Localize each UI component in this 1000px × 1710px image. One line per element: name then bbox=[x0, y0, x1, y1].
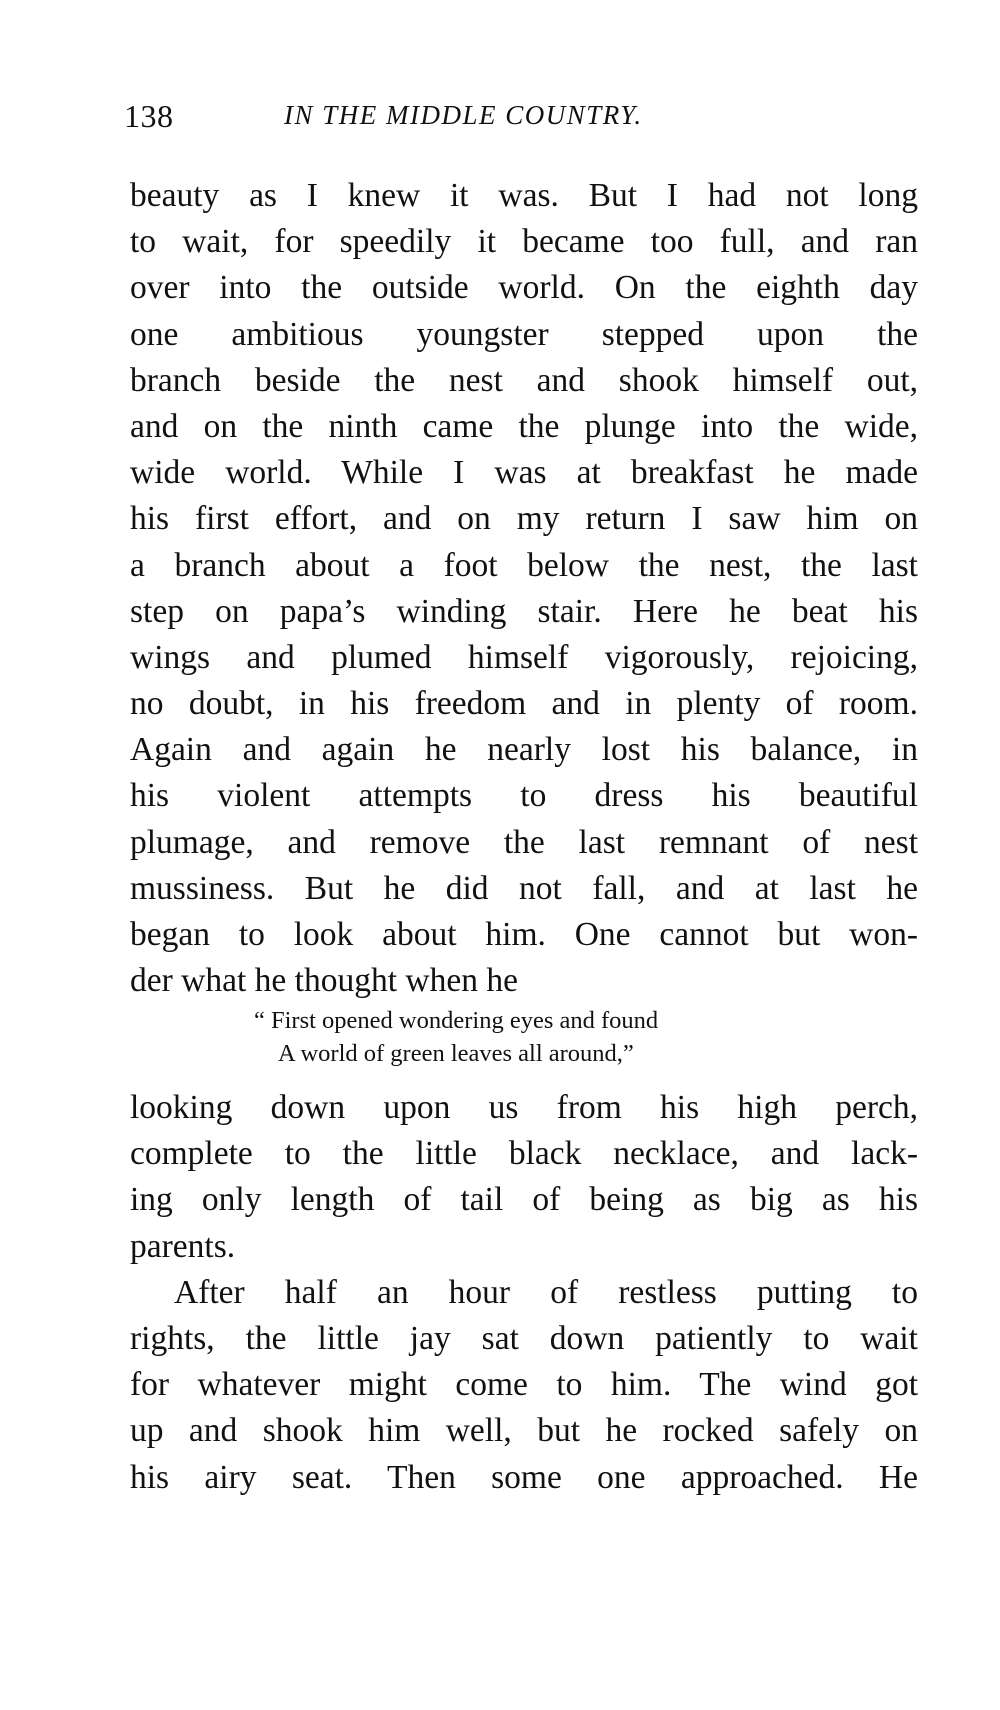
text-line: wings and plumed himself vigorously, rejoicing, bbox=[130, 638, 918, 676]
text-line: beauty as I knew it was. But I had not long bbox=[130, 177, 918, 214]
text-line: plumage, and remove the last remnant of nest bbox=[130, 823, 918, 861]
text-line: wide world. While I was at breakfast he made bbox=[130, 454, 918, 492]
text-line: to wait, for speedily it became too full, and ran bbox=[130, 223, 918, 261]
verse-quotation bbox=[254, 1004, 814, 1070]
text-line: over into the outside world. On the eighth day bbox=[130, 269, 918, 307]
text-line: complete to the little black necklace, and lack- bbox=[130, 1135, 918, 1173]
text-line: a branch about a foot below the nest, the last bbox=[130, 546, 918, 584]
text-line: and on the ninth came the plunge into the wide, bbox=[130, 407, 918, 445]
text-line: looking down upon us from his high perch, bbox=[130, 1089, 918, 1126]
text-line: mussiness. But he did not fall, and at last he bbox=[130, 869, 918, 907]
text-line: no doubt, in his freedom and in plenty of room. bbox=[130, 685, 918, 723]
page-header bbox=[124, 98, 924, 148]
running-head: IN THE MIDDLE COUNTRY. bbox=[284, 100, 643, 130]
paragraph-1 bbox=[130, 173, 918, 1004]
paragraph-3 bbox=[130, 1270, 918, 1501]
text-line: up and shook him well, but he rocked safely on bbox=[130, 1412, 918, 1450]
text-line: step on papa’s winding stair. Here he beat his bbox=[130, 592, 918, 630]
text-line: his airy seat. Then some one approached. He bbox=[130, 1458, 918, 1496]
text-line: his violent attempts to dress his beautiful bbox=[130, 777, 918, 815]
text-line: Again and again he nearly lost his balance, in bbox=[130, 731, 918, 769]
text-line: der what he thought when he bbox=[130, 962, 518, 1000]
text-line: parents. bbox=[130, 1227, 236, 1265]
text-line: branch beside the nest and shook himself out, bbox=[130, 361, 918, 399]
page-number: 138 bbox=[124, 98, 174, 134]
text-line: ing only length of tail of being as big as his bbox=[130, 1181, 918, 1219]
verse-line: “ First opened wondering eyes and found bbox=[254, 1007, 659, 1034]
text-line: began to look about him. One cannot but won- bbox=[130, 916, 918, 953]
text-line: his first effort, and on my return I saw him on bbox=[130, 500, 918, 538]
text-line: for whatever might come to him. The wind got bbox=[130, 1366, 918, 1404]
text-line: one ambitious youngster stepped upon the bbox=[130, 315, 918, 353]
paragraph-2 bbox=[130, 1085, 918, 1501]
text-line: rights, the little jay sat down patiently to wait bbox=[130, 1319, 918, 1357]
verse-line: A world of green leaves all around,” bbox=[278, 1040, 634, 1067]
text-line: After half an hour of restless putting to bbox=[174, 1273, 918, 1311]
